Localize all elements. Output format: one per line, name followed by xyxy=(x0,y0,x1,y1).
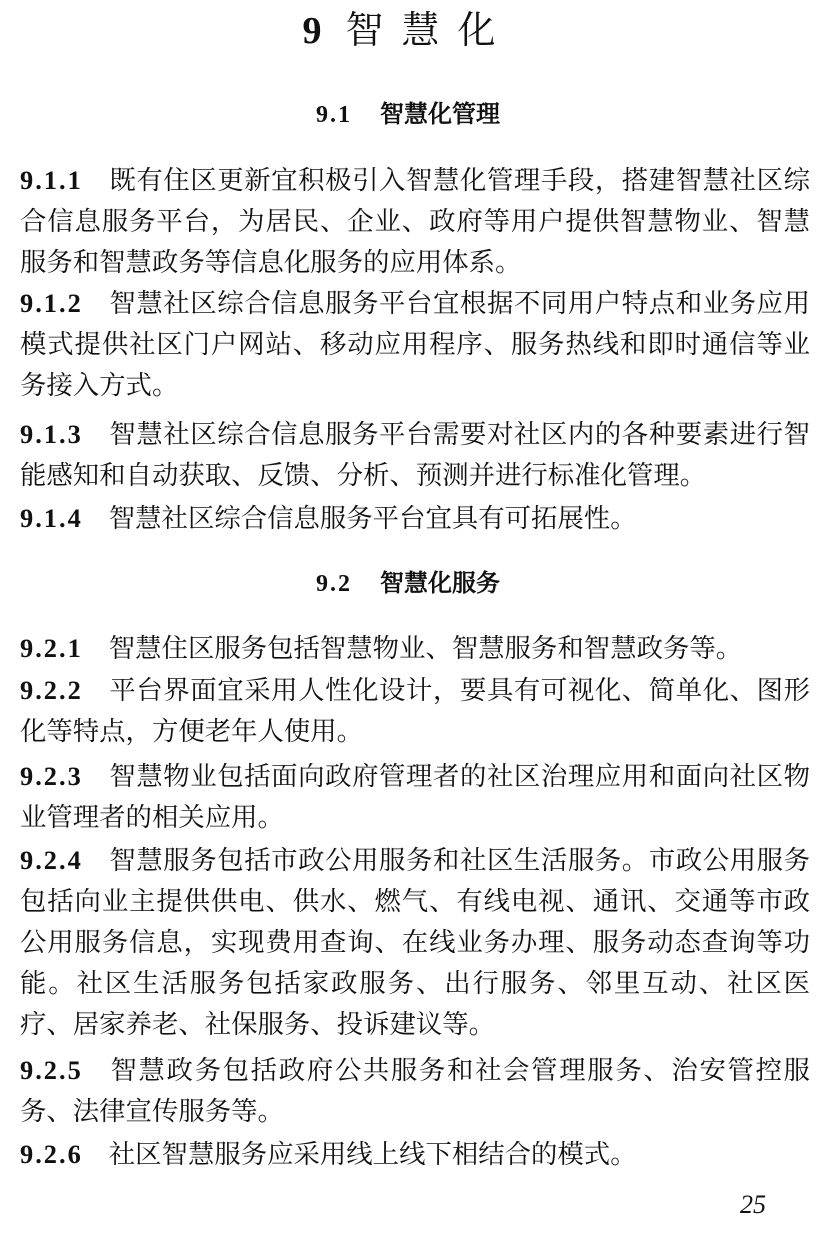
clause-9-1-4 xyxy=(20,498,810,539)
clause-text: 智慧物业包括面向政府管理者的社区治理应用和面向社区物业管理者的相关应用。 xyxy=(20,761,810,833)
clause-text: 智慧社区综合信息服务平台宜根据不同用户特点和业务应用模式提供社区门户网站、移动应用程序、服务热线和即时通信等业务接入方式。 xyxy=(20,288,810,401)
clause-9-1-1 xyxy=(20,160,810,283)
clause-number: 9.1.1 xyxy=(20,165,83,195)
section-heading-9-2 xyxy=(0,566,816,601)
chapter-heading xyxy=(0,4,816,57)
clause-text: 智慧社区综合信息服务平台需要对社区内的各种要素进行智能感知和自动获取、反馈、分析、预测并进行标准化管理。 xyxy=(20,419,810,491)
clause-text: 智慧服务包括市政公用服务和社区生活服务。市政公用服务包括向业主提供供电、供水、燃气、有线电视、通讯、交通等市政公用服务信息，实现费用查询、在线业务办理、服务动态查询等功能。社区生活服务包括家政服务、出行服务、邻里互动、社区医疗、居家养老、社保服务、投诉建议等。 xyxy=(20,845,810,1040)
chapter-number: 9 xyxy=(302,10,340,52)
section-number: 9.1 xyxy=(316,102,352,128)
clause-9-2-4 xyxy=(20,840,810,1045)
section-title: 智慧化服务 xyxy=(380,569,500,597)
chapter-title: 智慧化 xyxy=(345,8,514,52)
clause-number: 9.2.5 xyxy=(20,1055,83,1085)
clause-9-2-3 xyxy=(20,756,810,838)
clause-9-2-6 xyxy=(20,1134,810,1175)
clause-number: 9.2.6 xyxy=(20,1139,83,1169)
clause-text: 智慧住区服务包括智慧物业、智慧服务和智慧政务等。 xyxy=(108,633,743,664)
clause-text: 智慧社区综合信息服务平台宜具有可拓展性。 xyxy=(108,503,637,534)
clause-9-2-2 xyxy=(20,670,810,752)
clause-text: 既有住区更新宜积极引入智慧化管理手段，搭建智慧社区综合信息服务平台，为居民、企业、政府等用户提供智慧物业、智慧服务和智慧政务等信息化服务的应用体系。 xyxy=(20,165,810,278)
clause-number: 9.2.4 xyxy=(20,845,83,875)
clause-9-2-5 xyxy=(20,1050,810,1132)
clause-text: 平台界面宜采用人性化设计，要具有可视化、简单化、图形化等特点，方便老年人使用。 xyxy=(20,675,810,747)
clause-number: 9.1.4 xyxy=(20,503,83,533)
page-number: 25 xyxy=(740,1190,766,1219)
clause-number: 9.2.2 xyxy=(20,675,83,705)
clause-9-2-1 xyxy=(20,628,810,669)
clause-text: 智慧政务包括政府公共服务和社会管理服务、治安管控服务、法律宣传服务等。 xyxy=(20,1055,810,1127)
clause-9-1-3 xyxy=(20,414,810,496)
clause-text: 社区智慧服务应采用线上线下相结合的模式。 xyxy=(108,1139,637,1170)
section-title: 智慧化管理 xyxy=(380,100,500,128)
clause-number: 9.1.3 xyxy=(20,419,83,449)
section-number: 9.2 xyxy=(316,571,352,597)
clause-number: 9.2.1 xyxy=(20,633,83,663)
section-heading-9-1 xyxy=(0,97,816,132)
clause-number: 9.2.3 xyxy=(20,761,83,791)
clause-9-1-2 xyxy=(20,283,810,406)
clause-number: 9.1.2 xyxy=(20,288,83,318)
